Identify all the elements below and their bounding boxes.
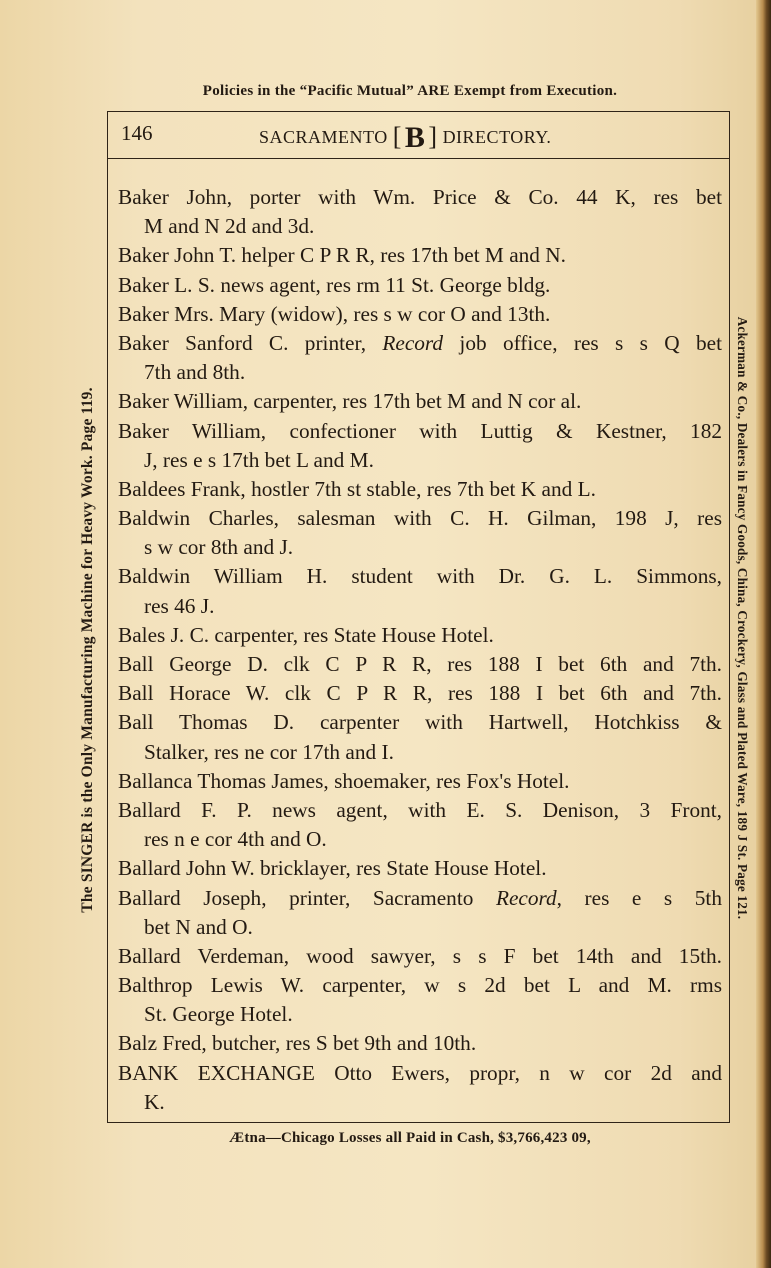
entry-line: Baker John T. helper C P R R, res 17th bet M and N. [118, 243, 566, 268]
page-header [107, 111, 730, 159]
entry-line: Bales J. C. carpenter, res State House Hotel. [118, 622, 494, 647]
right-margin-advertisement: Ackerman & Co., Dealers in Fancy Goods, China, Crockery, Glass and Plated Ware, 189 J St. Page 121. [735, 316, 750, 920]
entry-line: Baldwin William H. student with Dr. G. L. Simmons, [118, 564, 722, 589]
entry-line: St. George Hotel. [144, 1002, 293, 1027]
entry-line: 7th and 8th. [144, 360, 246, 385]
entry-line: bet N and O. [144, 914, 253, 939]
bracket-close: ] [428, 122, 438, 151]
entry-line: Ballard Joseph, printer, Sacramento Record, res e s 5th [118, 885, 722, 910]
entry-line: Ballanca Thomas James, shoemaker, res Fox's Hotel. [118, 768, 570, 793]
bracket-open: [ [392, 122, 402, 151]
left-margin-advertisement: The SINGER is the Only Manufacturing Machine for Heavy Work. Page 119. [79, 387, 96, 913]
newspaper-name: Record [382, 330, 444, 355]
entry-line: Ball George D. clk C P R R, res 188 I bet 6th and 7th. [118, 652, 722, 676]
entry-line: Ballard John W. bricklayer, res State House Hotel. [118, 856, 547, 881]
entry-line: s w cor 8th and J. [144, 535, 294, 560]
entry-line: Baker John, porter with Wm. Price & Co. 44 K, res bet [118, 185, 722, 209]
book-spine-edge [756, 0, 771, 1268]
running-title-directory: DIRECTORY. [442, 127, 552, 147]
entry-line: J, res e s 17th bet L and M. [144, 447, 374, 472]
entry-line: BANK EXCHANGE Otto Ewers, propr, n w cor 2d and [118, 1060, 722, 1085]
newspaper-name: Record [495, 885, 557, 910]
entry-line: Balz Fred, butcher, res S bet 9th and 10th. [118, 1031, 477, 1056]
directory-entries [118, 183, 722, 1117]
entry-line: K. [144, 1089, 165, 1114]
top-advertisement: Policies in the “Pacific Mutual” ARE Exempt from Execution. [202, 83, 618, 99]
entry-line: Ballard F. P. news agent, with E. S. Denison, 3 Front, [118, 797, 722, 822]
bottom-advertisement: Ætna—Chicago Losses all Paid in Cash, $3,766,423 09, [229, 1130, 591, 1146]
entry-line: res 46 J. [144, 593, 215, 618]
section-letter: B [404, 121, 426, 154]
entry-line: Baker Sanford C. printer, Record job office, res s s Q bet [118, 330, 722, 355]
entry-line: Baldwin Charles, salesman with C. H. Gilman, 198 J, res [118, 506, 722, 531]
entry-line: Ball Horace W. clk C P R R, res 188 I bet 6th and 7th. [118, 681, 722, 706]
entry-line: res n e cor 4th and O. [144, 827, 327, 852]
running-title [259, 121, 551, 155]
entry-line: Baldees Frank, hostler 7th st stable, res 7th bet K and L. [118, 476, 596, 501]
entry-line: Balthrop Lewis W. carpenter, w s 2d bet L and M. rms [118, 973, 722, 998]
entry-line: Ball Thomas D. carpenter with Hartwell, Hotchkiss & [118, 710, 722, 735]
entry-line: Baker William, carpenter, res 17th bet M and N cor al. [118, 389, 582, 414]
page-number: 146 [121, 121, 153, 145]
entry-line: Baker Mrs. Mary (widow), res s w cor O and 13th. [118, 301, 551, 326]
entry-line: Stalker, res ne cor 17th and I. [144, 739, 394, 764]
entry-line: Baker William, confectioner with Luttig & Kestner, 182 [118, 418, 722, 443]
entry-line: M and N 2d and 3d. [144, 214, 315, 239]
entry-line: Baker L. S. news agent, res rm 11 St. George bldg. [118, 272, 551, 297]
entry-line: Ballard Verdeman, wood sawyer, s s F bet 14th and 15th. [118, 943, 722, 968]
running-title-city: SACRAMENTO [259, 127, 388, 147]
